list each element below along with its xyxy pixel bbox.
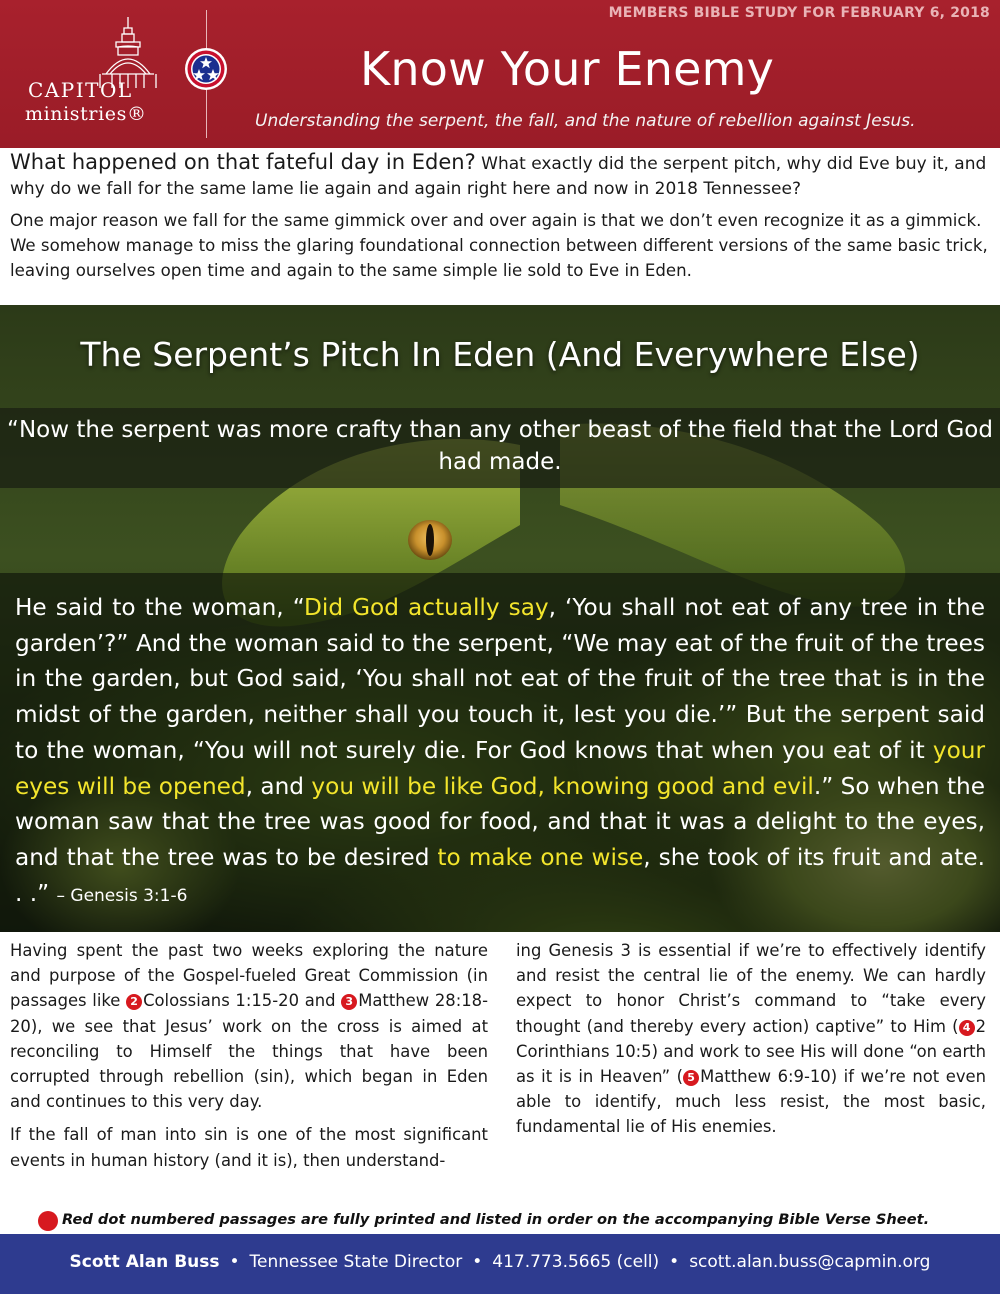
quote-highlight: you will be like God, knowing good and evil (311, 772, 814, 800)
footer-bullet: • (229, 1252, 240, 1272)
footer-bullet: • (472, 1252, 483, 1272)
red-dot-passage-marker: 4 (959, 1020, 975, 1036)
serpent-photo-panel (0, 305, 1000, 932)
quote-highlight: your eyes will be opened (15, 736, 985, 800)
red-dot-passage-marker: 3 (341, 994, 357, 1010)
logo-text-capitol: CAPITOL (28, 78, 133, 102)
quote-text: .” So when the woman saw that the tree was good for food, and that it was a delight to the eyes, and that the tree was to be desired (15, 772, 985, 871)
body-text: 2 Corinthians 10:5) and work to see His will done “on earth as it is in Heaven” ( (516, 1016, 986, 1087)
study-date: MEMBERS BIBLE STUDY FOR FEBRUARY 6, 2018 (608, 5, 990, 21)
footer-bullet: • (669, 1252, 680, 1272)
body-column-right (516, 938, 986, 1148)
red-dot-passage-marker: 2 (126, 994, 142, 1010)
body-text: Colossians 1:15-20 and (143, 991, 342, 1011)
quote-text: , and (245, 772, 312, 800)
intro-paragraph-2: One major reason we fall for the same gimmick over and over again is that we don’t even recognize it as a gimmick. We somehow manage to miss the glaring foundational connection between different versions of the same basic trick, leaving ourselves open time and again to the same simple lie sold to Eve in Eden. (10, 211, 988, 280)
body-text: Having spent the past two weeks exploring the nature and purpose of the Gospel-fueled Great Commission (in passages like (10, 941, 488, 1011)
contact-phone: 417.773.5665 (cell) (492, 1252, 660, 1272)
contact-name: Scott Alan Buss (69, 1252, 220, 1272)
quote-highlight: to make one wise (437, 843, 644, 871)
quote-text: , ‘You shall not eat of any tree in the garden’?” And the woman said to the serpent, “We may eat of the fruit of the trees in the garden, but God said, ‘You shall not eat of the fruit of the tree that is in the midst of the garden, neither shall you touch it, lest you die.’” But the serpent said to the woman, “You will not surely die. For God knows that when you eat of it (15, 594, 985, 764)
body-paragraph: If the fall of man into sin is one of the most significant events in human history (and it is), then understand- (10, 1125, 488, 1170)
footnote: Red dot numbered passages are fully printed and listed in order on the accompanying Bible Verse Sheet. (62, 1211, 930, 1228)
intro-lead-question: What happened on that fateful day in Eden? (10, 150, 476, 174)
intro-section (10, 150, 992, 283)
scripture-citation: – Genesis 3:1-6 (56, 885, 188, 906)
intro-paragraph-1-text: What exactly did the serpent pitch, why did Eve buy it, and why do we fall for the same lame lie again and again right here and now in 2018 Tennessee? (10, 154, 987, 199)
pitch-heading: The Serpent’s Pitch In Eden (And Everywhere Else) (80, 335, 920, 374)
body-paragraph (516, 938, 986, 1140)
footer-contact (0, 1252, 1000, 1272)
page-title: Know Your Enemy (360, 42, 775, 96)
genesis-quote-main (15, 590, 985, 914)
body-paragraph (10, 938, 488, 1114)
capitol-ministries-logo (12, 14, 207, 144)
body-text: Matthew 28:18-20), we see that Jesus’ work on the cross is aimed at reconciling to Himself the things that have been corrupted through rebellion (sin), which began in Eden and continues to this very day. (10, 991, 488, 1112)
quote-text: He said to the woman, “ (15, 594, 305, 621)
body-text: ing Genesis 3 is essential if we’re to effectively identify and resist the central lie of the enemy. We can hardly expect to honor Christ’s command to “take every thought (and thereby every action) captive” to Him ( (516, 941, 986, 1036)
contact-email[interactable]: scott.alan.buss@capmin.org (689, 1252, 931, 1272)
logo-text-ministries: ministries® (25, 103, 147, 125)
intro-paragraph-1 (10, 150, 992, 202)
body-text: Matthew 6:9-10) if we’re not even able to identify, much less resist, the most basic, fundamental lie of His enemies. (516, 1067, 986, 1137)
quote-text: , she took of its fruit and ate. . .” (15, 843, 985, 907)
tennessee-stars-seal-icon (184, 47, 228, 91)
quote-highlight: Did God actually say (304, 594, 549, 621)
genesis-quote-opening: “Now the serpent was more crafty than any other beast of the field that the Lord God had made. (7, 417, 993, 475)
contact-role: Tennessee State Director (249, 1252, 463, 1272)
red-dot-passage-marker: 5 (683, 1070, 699, 1086)
page-subtitle: Understanding the serpent, the fall, and the nature of rebellion against Jesus. (255, 111, 916, 131)
body-column-left (10, 938, 488, 1181)
